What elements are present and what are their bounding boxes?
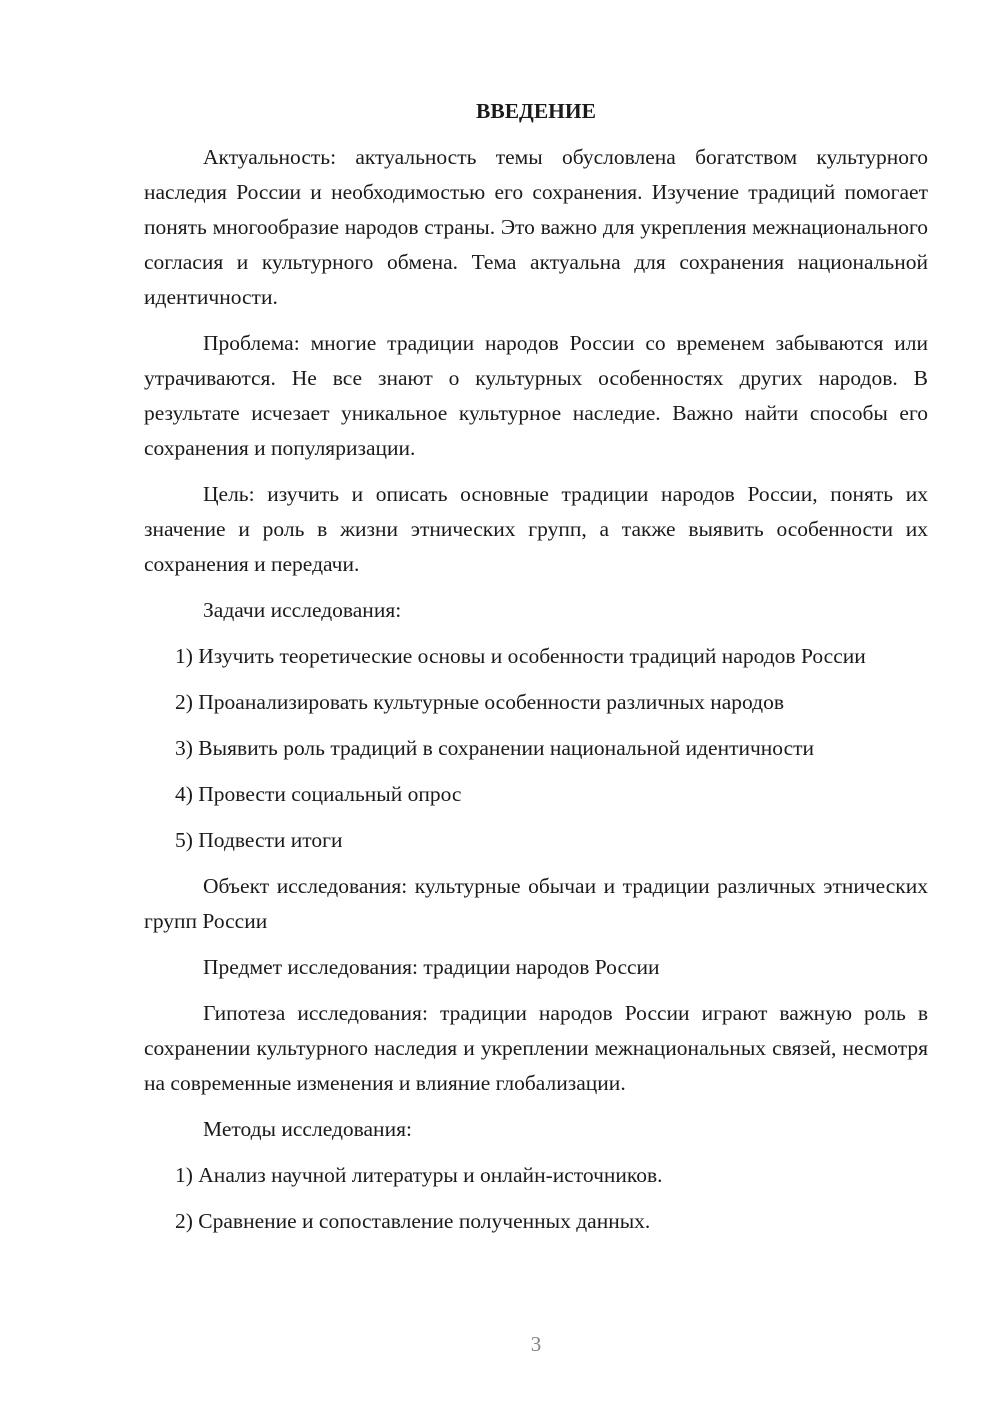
hypothesis-paragraph: Гипотеза исследования: традиции народов России играют важную роль в сохранении культурного наследия и укреплении межнациональных связей, несмотря на современные изменения и влияние глобализации. (144, 1001, 928, 1095)
method-item: 1) Анализ научной литературы и онлайн-источников. (175, 1163, 663, 1187)
section-title: ВВЕДЕНИЕ (476, 99, 596, 123)
methods-heading: Методы исследования: (203, 1117, 412, 1141)
goal-paragraph: Цель: изучить и описать основные традиции народов России, понять их значение и роль в жизни этнических групп, а также выявить особенности их сохранения и передачи. (144, 482, 928, 576)
task-item: 1) Изучить теоретические основы и особенности традиций народов России (175, 644, 866, 668)
page-number: 3 (530, 1332, 542, 1356)
task-item: 3) Выявить роль традиций в сохранении национальной идентичности (175, 736, 815, 760)
problem-paragraph: Проблема: многие традиции народов России со временем забываются или утрачиваются. Не все знают о культурных особенностях других народов. В результате исчезает уникальное культурное наследие. Важно найти способы его сохранения и популяризации. (144, 331, 928, 460)
subject-paragraph: Предмет исследования: традиции народов России (203, 955, 660, 979)
method-item: 2) Сравнение и сопоставление полученных данных. (175, 1209, 651, 1233)
object-paragraph: Объект исследования: культурные обычаи и традиции различных этнических групп России (144, 874, 928, 933)
document-page (144, 94, 928, 1250)
task-item: 4) Провести социальный опрос (175, 782, 462, 806)
task-item: 2) Проанализировать культурные особенности различных народов (175, 690, 784, 714)
task-item: 5) Подвести итоги (175, 828, 343, 852)
relevance-paragraph: Актуальность: актуальность темы обусловлена богатством культурного наследия России и необходимостью его сохранения. Изучение традиций помогает понять многообразие народов страны. Это важно для укрепления межнационального согласия и культурного обмена. Тема актуальна для сохранения национальной идентичности. (144, 145, 928, 309)
tasks-heading: Задачи исследования: (203, 598, 402, 622)
